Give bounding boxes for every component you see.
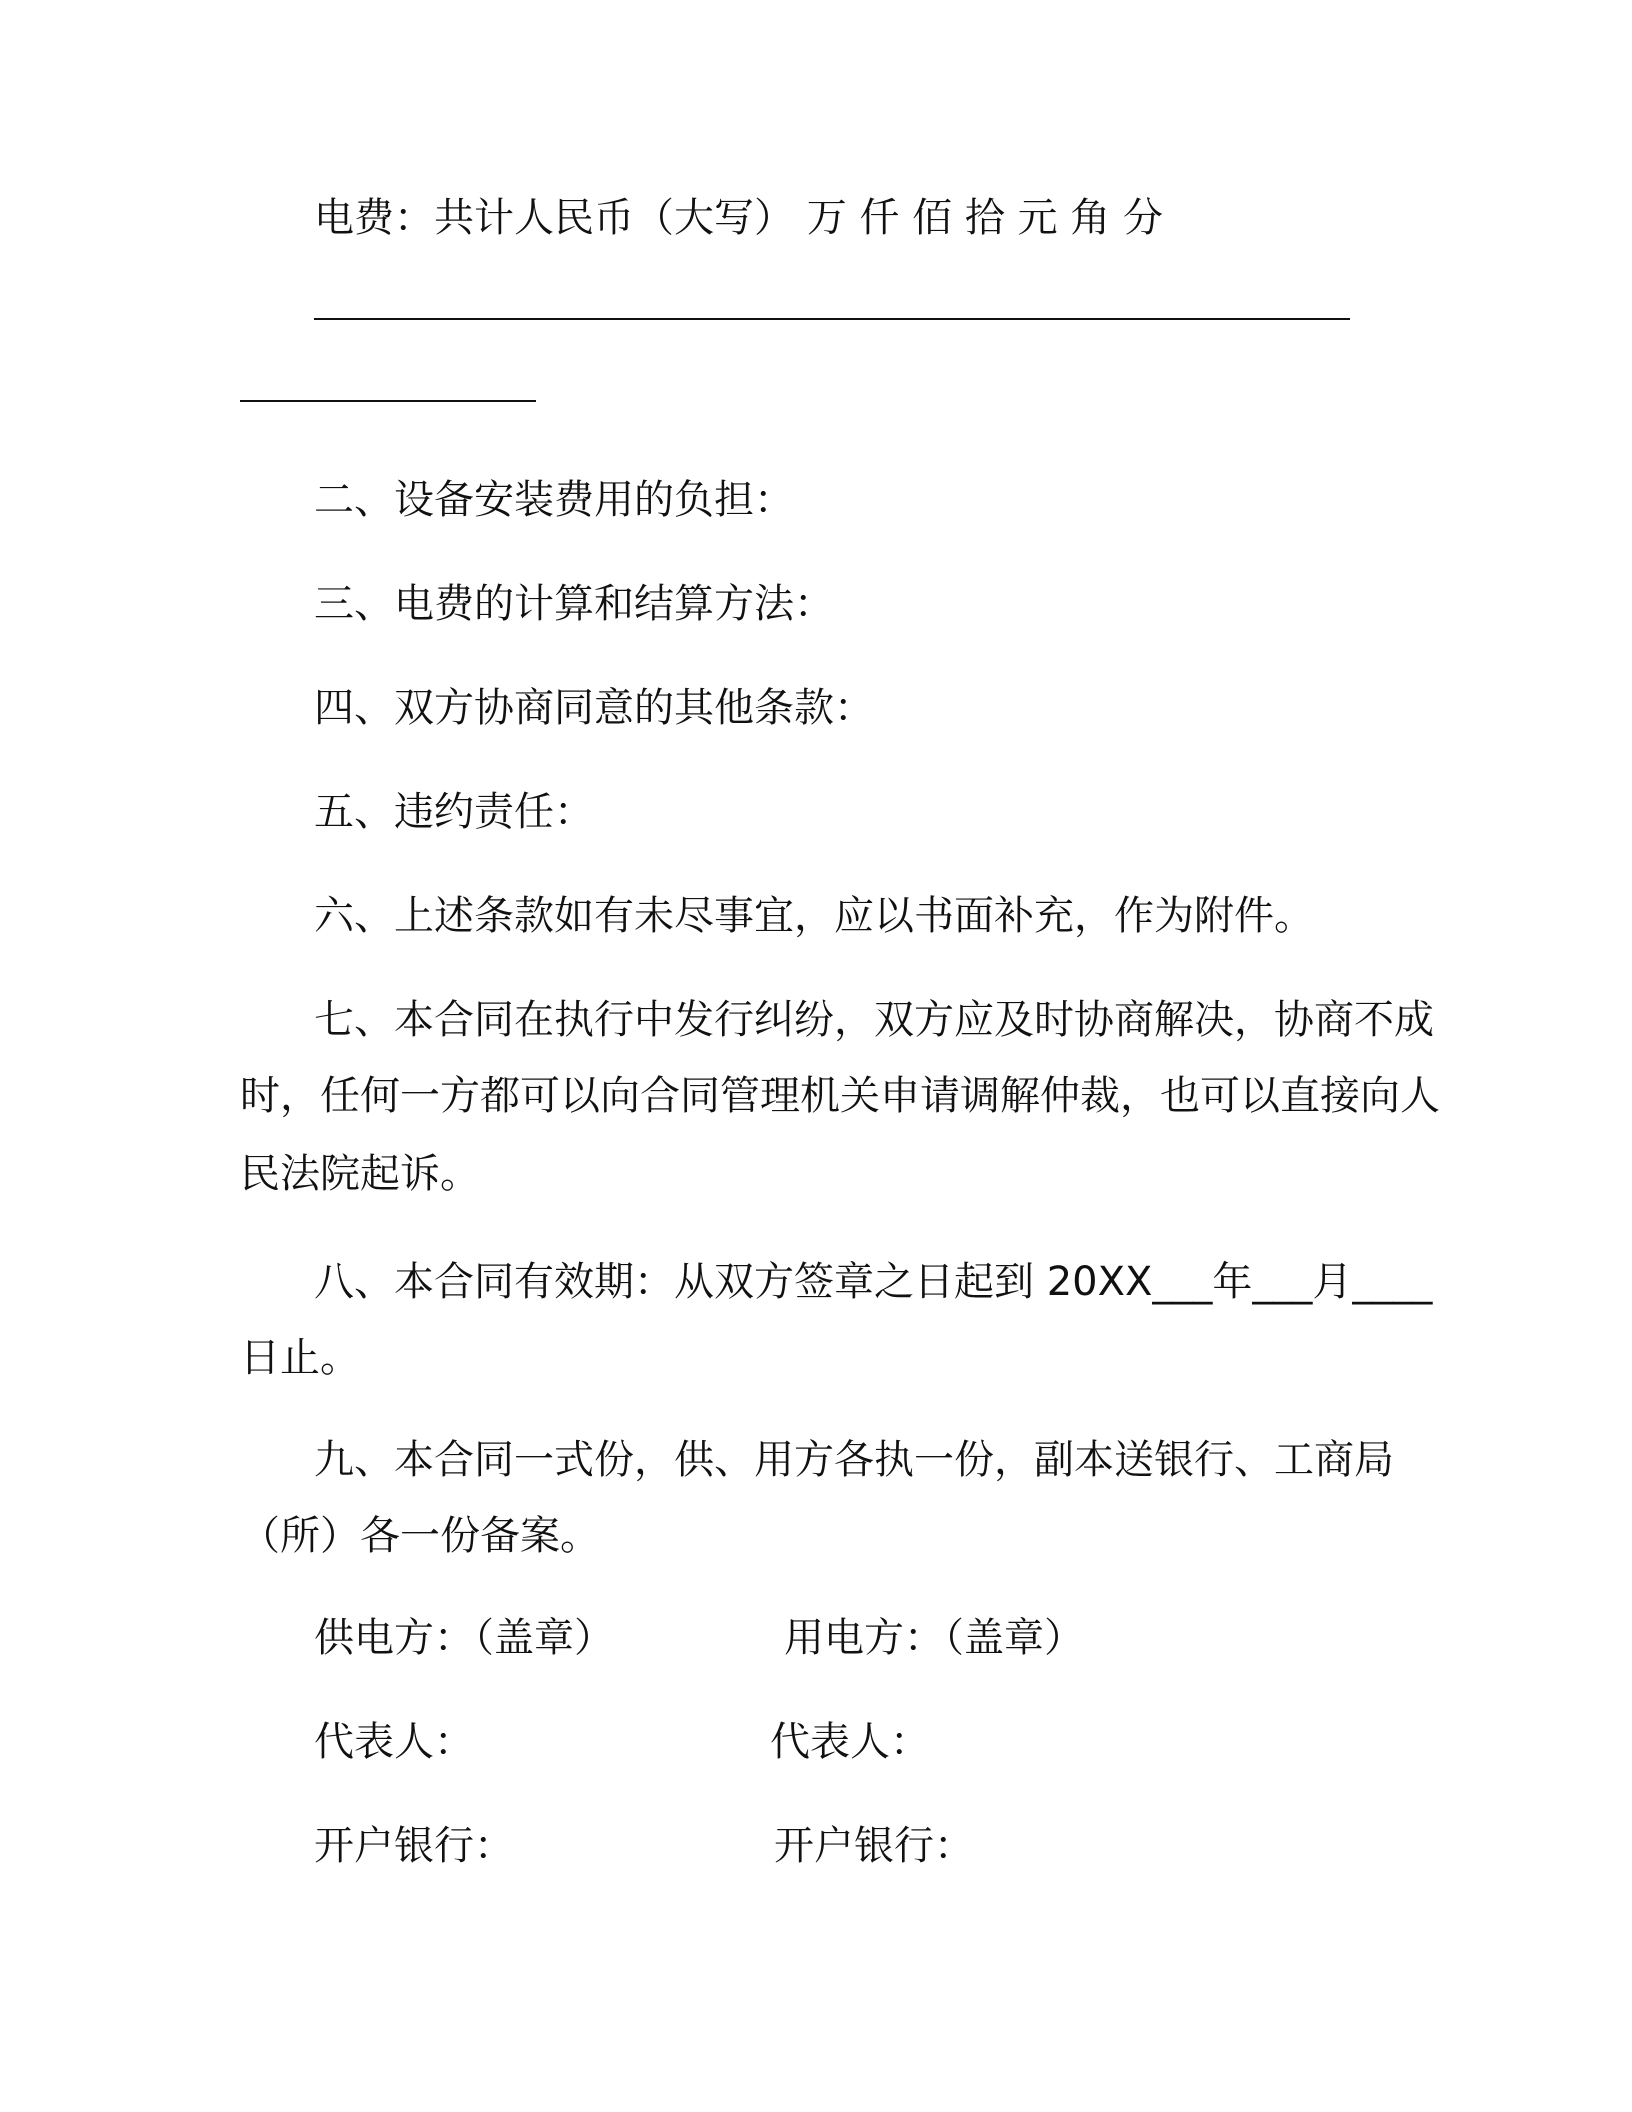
clause-dispute-line3: 民法院起诉。: [240, 1151, 480, 1197]
clause-copies-line1: 九、本合同一式份，供、用方各执一份，副本送银行、工商局: [314, 1437, 1394, 1483]
clause-breach-liability: 五、违约责任：: [314, 789, 594, 835]
clause-dispute-line1: 七、本合同在执行中发行纠纷，双方应及时协商解决，协商不成: [314, 997, 1434, 1043]
user-representative-label: 代表人：: [770, 1719, 930, 1765]
supplier-bank-label: 开户银行：: [314, 1823, 514, 1869]
blank-rule-short: [240, 400, 536, 402]
fee-line: 电费：共计人民币（大写） 万 仟 佰 拾 元 角 分: [314, 195, 1164, 241]
clause-validity-line2: 日止。: [240, 1335, 360, 1381]
clause-supplement: 六、上述条款如有未尽事宜，应以书面补充，作为附件。: [314, 893, 1314, 939]
clause-fee-calculation: 三、电费的计算和结算方法：: [314, 581, 834, 627]
supplier-seal-label: 供电方：（盖章）: [314, 1615, 614, 1661]
clause-equipment-install: 二、设备安装费用的负担：: [314, 477, 794, 523]
clause-other-terms: 四、双方协商同意的其他条款：: [314, 685, 874, 731]
user-bank-label: 开户银行：: [774, 1823, 974, 1869]
clause-validity-line1: 八、本合同有效期：从双方签章之日起到 20XX___年___月____: [314, 1259, 1433, 1305]
user-seal-label: 用电方：（盖章）: [784, 1615, 1084, 1661]
supplier-representative-label: 代表人：: [314, 1719, 474, 1765]
clause-dispute-line2: 时，任何一方都可以向合同管理机关申请调解仲裁，也可以直接向人: [240, 1073, 1440, 1119]
clause-copies-line2: （所）各一份备案。: [240, 1513, 600, 1559]
blank-rule-long: [314, 318, 1350, 320]
